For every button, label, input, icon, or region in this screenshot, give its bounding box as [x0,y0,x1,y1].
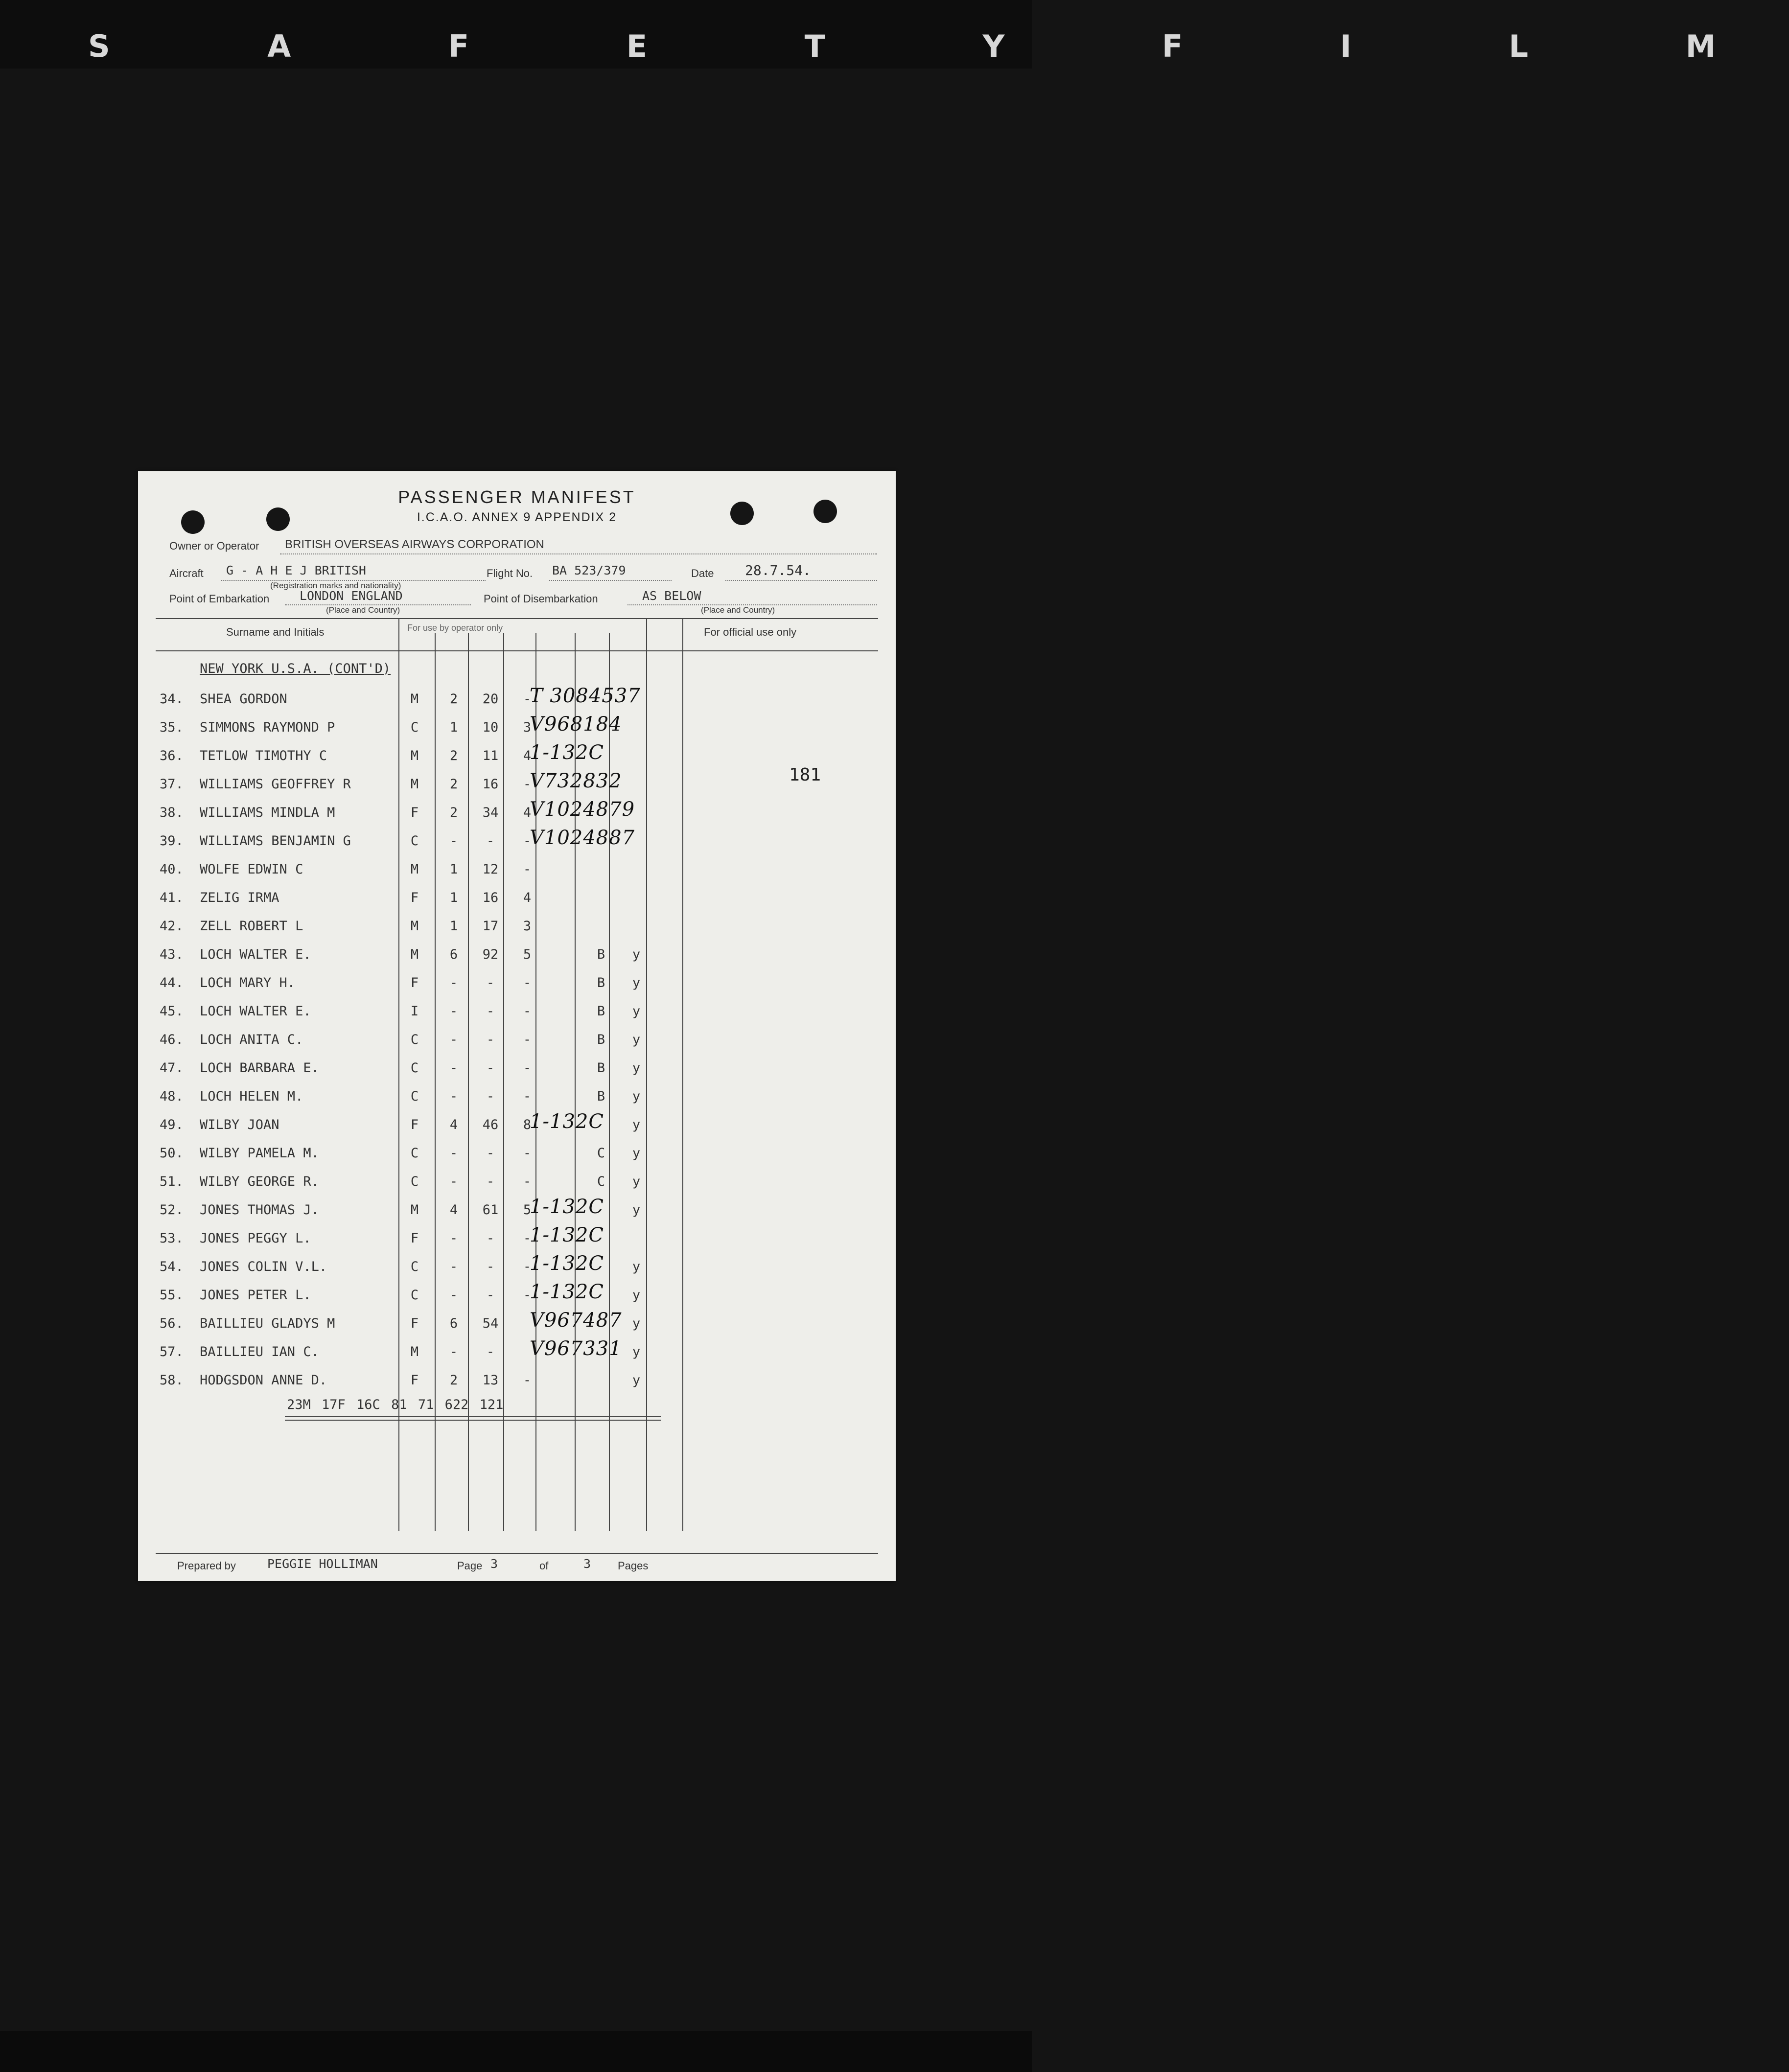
sex-cell: M [410,862,419,877]
sex-cell: C [410,833,419,849]
check-cell: y [632,1202,641,1218]
passenger-name: WILLIAMS MINDLA M [200,805,335,820]
sex-cell: M [410,748,419,763]
table-row [138,890,896,919]
sex-cell: C [410,1032,419,1047]
page-title: PASSENGER MANIFEST [398,487,636,507]
passenger-name: ZELL ROBERT L [200,919,303,934]
check-cell: y [632,1146,641,1161]
embark-note: (Place and Country) [326,605,400,615]
weight-cell: - [486,1146,495,1161]
totals-rule [285,1420,661,1421]
check-cell: y [632,1089,641,1104]
sex-cell: M [410,1344,419,1359]
pieces-cell: - [523,1259,532,1274]
pieces-cell: - [523,1231,532,1246]
passenger-name: LOCH ANITA C. [200,1032,303,1047]
count-cell: 2 [449,691,458,707]
row-number: 41. [160,890,184,905]
handwritten-entry: V968184 [530,713,622,736]
table-row [138,1110,896,1146]
code-cell: B [597,1060,605,1076]
weight-cell: - [486,1344,495,1359]
owner-label: Owner or Operator [169,540,259,552]
passenger-name: JONES THOMAS J. [200,1202,319,1218]
count-cell: - [449,1089,458,1104]
check-cell: y [632,1174,641,1189]
row-number: 44. [160,975,184,990]
passenger-name: JONES PETER L. [200,1288,311,1303]
aircraft-label: Aircraft [169,567,204,579]
sex-cell: M [410,947,419,962]
pieces-cell: 3 [523,919,532,934]
table-row [138,862,896,890]
weight-cell: 61 [482,1202,499,1218]
row-number: 50. [160,1146,184,1161]
sex-cell: F [410,1231,419,1246]
row-number: 49. [160,1117,184,1132]
embark-value: LONDON ENGLAND [300,589,403,603]
rule [156,650,878,651]
handwritten-entry: V967487 [530,1309,622,1332]
pages-label: Pages [618,1560,649,1572]
row-number: 52. [160,1202,184,1218]
check-cell: y [632,1344,641,1359]
manifest-sheet [138,471,896,1581]
count-cell: - [449,1231,458,1246]
weight-cell: 20 [482,691,499,707]
passenger-name: WILLIAMS GEOFFREY R [200,777,351,792]
check-cell: y [632,1316,641,1331]
weight-cell: 16 [482,777,499,792]
passenger-name: JONES COLIN V.L. [200,1259,327,1274]
count-cell: - [449,1174,458,1189]
count-cell: 1 [449,720,458,735]
weight-cell: - [486,1174,495,1189]
weight-cell: 46 [482,1117,499,1132]
table-row [138,1281,896,1316]
col-surname: Surname and Initials [226,626,325,638]
code-cell: C [597,1146,605,1161]
pieces-cell: - [523,1174,532,1189]
pieces-cell: 5 [523,1202,532,1218]
table-row [138,1252,896,1288]
pieces-cell: 8 [523,1117,532,1132]
embark-label: Point of Embarkation [169,593,270,605]
sex-cell: C [410,720,419,735]
aircraft-note: (Registration marks and nationality) [270,581,401,590]
count-cell: 4 [449,1117,458,1132]
code-cell: B [597,1089,605,1104]
weight-cell: 17 [482,919,499,934]
table-row [138,1174,896,1202]
count-cell: - [449,1288,458,1303]
count-cell: - [449,833,458,849]
film-banner: S A F E T Y F I L M [88,28,1789,64]
count-cell: - [449,1344,458,1359]
check-cell: y [632,1060,641,1076]
rule [156,1553,878,1554]
table-row [138,1032,896,1060]
aircraft-value: G - A H E J BRITISH [226,563,366,577]
table-row [138,1004,896,1032]
sex-cell: F [410,805,419,820]
date-label: Date [691,567,714,579]
row-number: 57. [160,1344,184,1359]
pieces-cell: - [523,1146,532,1161]
code-cell: C [597,1174,605,1189]
row-number: 55. [160,1288,184,1303]
prepared-value: PEGGIE HOLLIMAN [267,1557,378,1571]
dotted-line [549,580,672,581]
sex-cell: M [410,1202,419,1218]
count-cell: 4 [449,1202,458,1218]
handwritten-entry: 1-132C [530,1252,604,1275]
weight-cell: 10 [482,720,499,735]
check-cell: y [632,1117,641,1132]
code-cell: B [597,947,605,962]
weight-cell: - [486,1259,495,1274]
table-row [138,1373,896,1401]
disembark-note: (Place and Country) [701,605,775,615]
pieces-cell: - [523,691,532,707]
row-number: 45. [160,1004,184,1019]
weight-cell: - [486,1060,495,1076]
handwritten-entry: V1024887 [530,827,635,849]
handwritten-entry: V967331 [530,1337,622,1360]
table-row [138,1337,896,1373]
pieces-cell: - [523,1089,532,1104]
handwritten-entry: 1-132C [530,1196,604,1218]
passenger-name: SHEA GORDON [200,691,287,707]
weight-cell: 16 [482,890,499,905]
check-cell: y [632,947,641,962]
totals-line: 23M 17F 16C 81 71 622 121 [287,1397,504,1412]
dotted-line [280,553,877,554]
table-row [138,685,896,720]
destination-heading: NEW YORK U.S.A. (CONT'D) [200,661,391,676]
handwritten-entry: 1-132C [530,1110,604,1133]
count-cell: - [449,1032,458,1047]
weight-cell: 12 [482,862,499,877]
col-operator: For use by operator only [407,623,503,633]
pieces-cell: - [523,1373,532,1388]
passenger-name: LOCH WALTER E. [200,1004,311,1019]
passenger-name: LOCH WALTER E. [200,947,311,962]
sex-cell: F [410,1316,419,1331]
date-value: 28.7.54. [745,562,811,578]
totals-rule [285,1416,661,1417]
passenger-name: JONES PEGGY L. [200,1231,311,1246]
row-number: 36. [160,748,184,763]
disembark-label: Point of Disembarkation [484,593,598,605]
sex-cell: C [410,1174,419,1189]
code-cell: B [597,975,605,990]
weight-cell: 11 [482,748,499,763]
count-cell: - [449,1146,458,1161]
passenger-name: WOLFE EDWIN C [200,862,303,877]
row-number: 38. [160,805,184,820]
count-cell: - [449,1259,458,1274]
row-number: 51. [160,1174,184,1189]
check-cell: y [632,1288,641,1303]
film-edge-bottom [0,2031,1032,2072]
passenger-name: LOCH HELEN M. [200,1089,303,1104]
sex-cell: I [410,1004,419,1019]
passenger-name: BAILLIEU GLADYS M [200,1316,335,1331]
code-cell: B [597,1032,605,1047]
row-number: 35. [160,720,184,735]
sex-cell: C [410,1259,419,1274]
handwritten-entry: 1-132C [530,1224,604,1246]
weight-cell: - [486,1004,495,1019]
pieces-cell: 4 [523,748,532,763]
row-number: 40. [160,862,184,877]
sex-cell: F [410,1117,419,1132]
sex-cell: C [410,1146,419,1161]
count-cell: - [449,975,458,990]
row-number: 56. [160,1316,184,1331]
count-cell: 2 [449,777,458,792]
pieces-cell: - [523,833,532,849]
row-number: 42. [160,919,184,934]
passenger-name: TETLOW TIMOTHY C [200,748,327,763]
check-cell: y [632,975,641,990]
check-cell: y [632,1004,641,1019]
weight-cell: - [486,1231,495,1246]
table-row [138,1060,896,1089]
weight-cell: 34 [482,805,499,820]
weight-cell: 92 [482,947,499,962]
sex-cell: C [410,1089,419,1104]
pieces-cell: - [523,1032,532,1047]
handwritten-entry: 1-132C [530,1281,604,1303]
row-number: 58. [160,1373,184,1388]
prepared-label: Prepared by [177,1560,236,1572]
count-cell: 6 [449,1316,458,1331]
row-number: 37. [160,777,184,792]
disembark-value: AS BELOW [642,589,701,603]
check-cell: y [632,1373,641,1388]
page-value: 3 [490,1557,498,1571]
handwritten-entry: T 3084537 [530,685,641,707]
row-number: 53. [160,1231,184,1246]
count-cell: 1 [449,890,458,905]
passenger-name: WILBY PAMELA M. [200,1146,319,1161]
sex-cell: M [410,777,419,792]
pieces-cell: - [523,1060,532,1076]
table-row [138,741,896,777]
passenger-name: WILBY GEORGE R. [200,1174,319,1189]
of-value: 3 [583,1557,591,1571]
passenger-name: BAILLIEU IAN C. [200,1344,319,1359]
passenger-name: HODGSDON ANNE D. [200,1373,327,1388]
count-cell: 2 [449,805,458,820]
page-label: Page [457,1560,483,1572]
sex-cell: F [410,975,419,990]
sex-cell: C [410,1060,419,1076]
flight-label: Flight No. [487,567,533,579]
table-row [138,1309,896,1344]
passenger-name: WILBY JOAN [200,1117,279,1132]
passenger-name: SIMMONS RAYMOND P [200,720,335,735]
row-number: 46. [160,1032,184,1047]
passenger-name: LOCH MARY H. [200,975,296,990]
weight-cell: - [486,1089,495,1104]
col-official: For official use only [704,626,797,638]
count-cell: 1 [449,862,458,877]
row-number: 34. [160,691,184,707]
weight-cell: - [486,975,495,990]
flight-value: BA 523/379 [552,563,626,577]
table-row [138,713,896,748]
check-cell: y [632,1259,641,1274]
pieces-cell: 4 [523,890,532,905]
table-row [138,798,896,833]
code-cell: B [597,1004,605,1019]
weight-cell: 13 [482,1373,499,1388]
row-number: 48. [160,1089,184,1104]
table-row [138,1196,896,1231]
pieces-cell: - [523,862,532,877]
pieces-cell: 5 [523,947,532,962]
table-row [138,1224,896,1259]
weight-cell: - [486,1288,495,1303]
weight-cell: 54 [482,1316,499,1331]
handwritten-entry: 1-132C [530,741,604,764]
weight-cell: - [486,1032,495,1047]
table-row [138,1089,896,1117]
row-number: 43. [160,947,184,962]
pieces-cell: - [523,777,532,792]
pieces-cell: - [523,1004,532,1019]
rule [156,618,878,619]
handwritten-entry: V732832 [530,770,622,792]
page-subtitle: I.C.A.O. ANNEX 9 APPENDIX 2 [417,510,617,524]
weight-cell: - [486,833,495,849]
handwritten-entry: V1024879 [530,798,635,821]
row-number: 47. [160,1060,184,1076]
table-row [138,1146,896,1174]
owner-value: BRITISH OVERSEAS AIRWAYS CORPORATION [285,538,544,551]
count-cell: 1 [449,919,458,934]
table-row [138,975,896,1004]
pieces-cell: 3 [523,720,532,735]
sex-cell: F [410,1373,419,1388]
row-number: 39. [160,833,184,849]
passenger-name: LOCH BARBARA E. [200,1060,319,1076]
passenger-name: ZELIG IRMA [200,890,279,905]
row-number: 54. [160,1259,184,1274]
official-mark: 181 [789,765,821,785]
sex-cell: M [410,691,419,707]
sex-cell: M [410,919,419,934]
check-cell: y [632,1032,641,1047]
dotted-line [725,580,877,581]
count-cell: - [449,1004,458,1019]
count-cell: 2 [449,1373,458,1388]
count-cell: - [449,1060,458,1076]
of-label: of [539,1560,549,1572]
passenger-name: WILLIAMS BENJAMIN G [200,833,351,849]
count-cell: 2 [449,748,458,763]
table-row [138,919,896,947]
table-row [138,947,896,975]
count-cell: 6 [449,947,458,962]
sex-cell: F [410,890,419,905]
sex-cell: C [410,1288,419,1303]
pieces-cell: - [523,975,532,990]
pieces-cell: 4 [523,805,532,820]
pieces-cell: - [523,1288,532,1303]
film-edge-top [0,0,1789,69]
table-row [138,827,896,862]
